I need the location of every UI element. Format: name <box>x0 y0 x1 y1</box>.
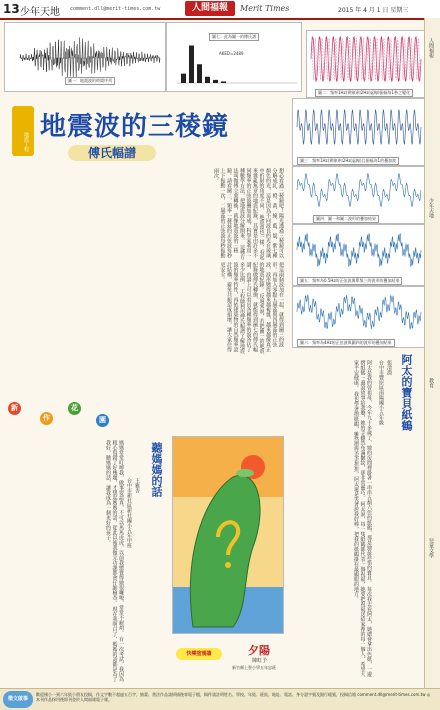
story2-author-note: 台中市豐原區南陽國小五年級 <box>378 360 384 425</box>
story3-author: 王雅杏 <box>134 478 140 493</box>
figure-7-chart <box>293 287 425 347</box>
figure-6-caption: 圖五：頻率為0.5Hz的正弦波與單頻三的波形的疊加結果 <box>297 277 402 285</box>
page-footer <box>0 688 440 710</box>
fig6-wave <box>297 234 421 267</box>
figure-5-panel <box>292 166 426 224</box>
story3-paragraph: 現在我明白了，媽媽的話都是為了我好，聽媽媽的話，讓我成為一個更好的孩子。 <box>105 440 118 682</box>
figure-3-caption: 圖二：頻率1Hz(實線)和2Hz(虛線)振幅每1秒之變化 <box>315 89 413 97</box>
contact-email[interactable]: comment.dll@merit-times.com.tw <box>70 6 161 12</box>
fig2-bar <box>205 77 210 83</box>
article-paragraph: 地震波也一樣，看起來雜亂無章的地震紀錄，其實是由許多不同頻率的正弦波疊加而成，科學家利用一種數學方法，把地震波分解開來。 <box>239 168 265 260</box>
figure-7-panel <box>292 286 426 348</box>
article-body-row-1 <box>12 168 284 260</box>
new-work-garden-badge <box>6 398 106 438</box>
story3-body <box>8 440 124 684</box>
painting-artist-note: 新竹縣上智小學五年忠班 <box>232 665 276 670</box>
fig2-bar <box>197 64 202 83</box>
figure-1-panel <box>4 22 166 92</box>
page-number: 13 <box>3 2 20 16</box>
article-body-row-2 <box>12 262 284 354</box>
story3-paragraph: 有一次考試，我因為粗心寫錯了好幾題，才想起媽媽的話，從此以後我做完功課都會仔細檢查。 <box>111 440 124 682</box>
category-badge: 地震工程 <box>12 106 34 156</box>
story2-body <box>290 360 372 680</box>
call-for-submissions-logo: 徵文啟事 <box>3 691 33 708</box>
figure-2-caption: 圖七：此為圖一的傅氏譜 <box>209 33 259 41</box>
painting-artist: 陳虹予 <box>252 658 268 664</box>
corner-char: 園 <box>96 414 109 427</box>
fig7-wave <box>297 295 421 330</box>
story3-author-note: 台中市新社區新社國小五年甲班 <box>126 478 132 548</box>
figure-1-caption: 圖一：地震波的時間序列 <box>65 77 115 85</box>
story2-paragraph: 阿太說，每一隻紙鶴都代表一個祝福，她要把祝福送給家裡的每一個人，希望大家平安健康。 <box>353 360 366 677</box>
article-paragraph: 這種方法叫做傅立葉轉換，就像地震波的三稜鏡。請看圖二，頻率一赫茲的正弦波每秒上下振動一次，二赫茲的正弦波每秒振動兩次。 <box>213 168 245 260</box>
article-paragraph: 工程師利用傅氏幅譜了解地震波的頻率特性，再依建築物的自然頻率設計結構，避免共振造成損壞，讓大家住得更安全。 <box>219 262 245 354</box>
figure-4-panel <box>292 98 426 166</box>
side-index-item[interactable]: 教育 <box>428 378 434 388</box>
article-paragraph: 把這兩個波加在一起，就得到圖三的波形。再加入零點五赫茲與四赫茲的正弦波，波形變得越來越複雜，越來越像真正的地震紀錄。 <box>258 262 284 352</box>
figure-4-caption: 圖三：頻率1Hz(實線)和2Hz(虛線)且振幅為1的疊加波 <box>297 157 399 165</box>
painting-illustration <box>172 436 284 634</box>
call-for-submissions-text: 歡迎國小一到六年級小朋友投稿，作文字數不超過五百字，繪畫、書法作品請掃描後寄電子檔，稿件請註明姓名、學校、年級、班級、地址、電話、身分證字號及銀行帳號，投稿信箱 comment.dll@merit-times.com.tw ◎本刊作品採用後即刊登於人間福報電子報。 <box>36 692 431 702</box>
section-name: 少年天地 <box>20 7 60 18</box>
article-title: 地震波的三稜鏡 <box>40 112 230 142</box>
figure-2-label: AKED=2489 <box>219 51 244 56</box>
figure-6-chart <box>293 225 425 285</box>
fig2-bar <box>181 74 186 83</box>
side-index-item[interactable]: 兒童文學 <box>428 538 434 558</box>
fig4-wave <box>297 110 421 145</box>
side-index-item[interactable]: 少年天地 <box>428 198 434 218</box>
article-author: 傅氏幅譜 <box>68 145 156 161</box>
newspaper-name-en: Merit Times <box>240 4 290 13</box>
page-header <box>0 0 440 20</box>
story2-paragraph: 阿太是我的曾祖母，今年九十多歲了，她的房間裡掛著一串串五顏六色的紙鶴，那是她最珍惜的寶貝。 <box>366 360 372 585</box>
figure-3-chart <box>307 31 425 97</box>
figure-7-caption: 圖六：頻率為4Hz的正弦波與圖四的波形的疊加結果 <box>297 339 395 347</box>
side-index-item[interactable]: 人間福報 <box>428 38 434 58</box>
side-index-band <box>424 18 440 688</box>
story2-paragraph: 我也學著摺紙鶴，雖然摺得歪歪扭扭，阿太還是笑著誇我好棒，把我的紙鶴掛在最顯眼的地方。 <box>353 391 359 602</box>
issue-date: 2015 年 4 月 1 日 星期三 <box>338 7 409 14</box>
figure-2-panel <box>166 22 302 92</box>
article-paragraph: 反過來說，若把圖一的地震紀錄做傅氏轉換，就能得到圖七的傅氏幅譜，由譜上可以看出各種頻率的波各佔了多少比例。 <box>239 262 265 354</box>
fig1-series-line <box>20 37 160 78</box>
newspaper-logo: 人間福報 <box>185 1 235 16</box>
corner-char: 作 <box>40 412 53 425</box>
corner-char: 新 <box>8 402 21 415</box>
fig2-bar <box>213 80 218 83</box>
figure-3-panel <box>306 30 426 98</box>
corner-char: 花 <box>68 402 81 415</box>
story3-paragraph: 媽媽常常叮嚀我，做事要認真，不可以馬馬虎虎，以前我總覺得她很囉唆，常常不耐煩。 <box>118 440 124 635</box>
article-paragraph: 想必看過三稜鏡吧！陽光透過三稜鏡可以分解成紅、橙、黃、綠、藍、靛、紫七種顏色的光，這是因為不同波長的光在玻璃中折射的角度不同。 <box>258 168 284 258</box>
figure-5-caption: 圖四：圖一和圖二波形的疊加結果 <box>313 215 379 223</box>
fig5-wave <box>297 174 421 207</box>
fig2-bar <box>221 81 226 83</box>
story2-author: 張清淵 <box>386 360 392 375</box>
story2-title: 阿太的寶貝紙鶴 <box>400 354 413 431</box>
figure-4-chart <box>293 99 425 165</box>
painting-title: 夕陽 <box>248 644 270 657</box>
figure-6-panel <box>292 224 426 286</box>
fig2-bar <box>189 46 194 84</box>
doodle-wall-badge: 快樂塗鴉牆 <box>176 648 222 660</box>
story2-paragraph: 每次我去看阿太，她總會拿出色紙，一邊摺紙鶴一邊說故事給我聽，她的手雖然布滿皺紋，卻非常靈巧。 <box>359 360 372 677</box>
story3-title: 聽媽媽的話 <box>150 442 163 497</box>
painting-art <box>173 437 283 633</box>
